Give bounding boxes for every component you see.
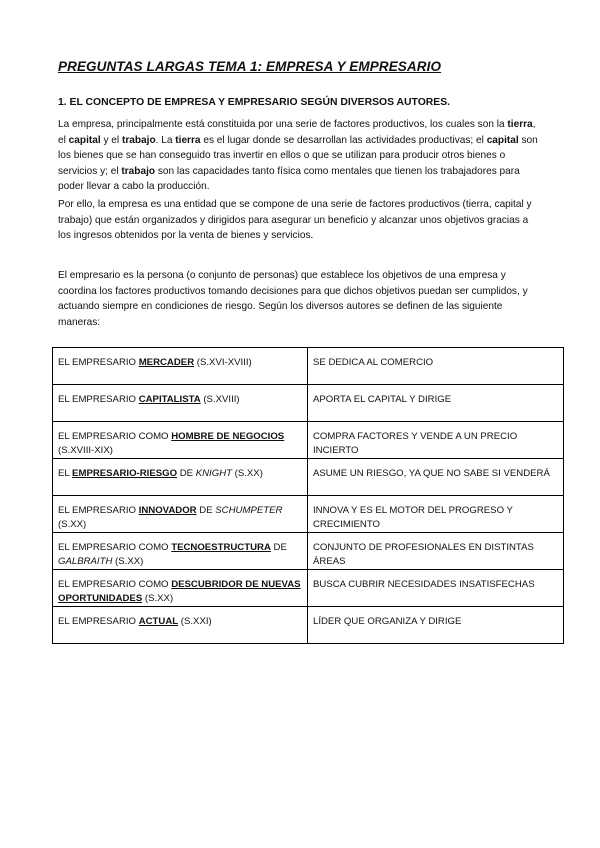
cell-text: EL EMPRESARIO bbox=[58, 505, 139, 516]
paragraph-factores-productivos bbox=[58, 117, 542, 195]
table-cell-type bbox=[53, 459, 308, 496]
cell-keyword: MERCADER bbox=[138, 357, 195, 368]
cell-text: (S.XVIII-XIX) bbox=[58, 445, 113, 456]
bold-term: capital bbox=[68, 134, 101, 146]
bold-term: trabajo bbox=[121, 134, 156, 146]
section-heading: 1. EL CONCEPTO DE EMPRESA Y EMPRESARIO SEGÚN DIVERSOS AUTORES. bbox=[58, 97, 451, 108]
cell-keyword: DESCUBRIDOR DE NUEVAS OPORTUNIDADES bbox=[58, 579, 301, 604]
table-cell-definition: APORTA EL CAPITAL Y DIRIGE bbox=[308, 385, 564, 422]
bold-term: tierra bbox=[175, 134, 201, 146]
table-cell-definition: CONJUNTO DE PROFESIONALES EN DISTINTAS ÁREAS bbox=[308, 533, 564, 570]
empresario-types-table bbox=[52, 347, 564, 644]
table-cell-definition: ASUME UN RIESGO, YA QUE NO SABE SI VENDERÁ bbox=[308, 459, 564, 496]
paragraph-text: son las capacidades tanto física como mentales que tienen los trabajadores para poder llevar a cabo la producción. bbox=[58, 165, 520, 193]
cell-text: EL EMPRESARIO COMO bbox=[58, 542, 172, 553]
cell-text: (S.XX) bbox=[112, 556, 144, 567]
paragraph-text: . La bbox=[155, 134, 176, 146]
table-row bbox=[53, 607, 564, 644]
table-cell-definition: SE DEDICA AL COMERCIO bbox=[308, 348, 564, 385]
paragraph-text: y el bbox=[100, 134, 122, 146]
table-cell-type bbox=[53, 607, 308, 644]
cell-keyword: INNOVADOR bbox=[138, 505, 197, 516]
bold-term: capital bbox=[486, 134, 519, 146]
cell-text: EL EMPRESARIO bbox=[58, 394, 139, 405]
table-cell-type bbox=[53, 385, 308, 422]
cell-text: (S.XXI) bbox=[178, 616, 212, 627]
cell-author: GALBRAITH bbox=[58, 556, 113, 567]
table-cell-type bbox=[53, 422, 308, 459]
bold-term: tierra bbox=[507, 119, 533, 130]
cell-text: DE bbox=[177, 468, 196, 479]
table-row bbox=[53, 570, 564, 607]
table-cell-definition: BUSCA CUBRIR NECESIDADES INSATISFECHAS bbox=[308, 570, 564, 607]
table-cell-type bbox=[53, 533, 308, 570]
cell-keyword: TECNOESTRUCTURA bbox=[171, 542, 271, 553]
cell-text: EL EMPRESARIO COMO bbox=[58, 579, 172, 590]
cell-keyword: ACTUAL bbox=[138, 616, 179, 627]
cell-keyword: EMPRESARIO-RIESGO bbox=[72, 468, 178, 479]
cell-text: (S.XX) bbox=[58, 519, 87, 530]
table-cell-type bbox=[53, 496, 308, 533]
table-row bbox=[53, 422, 564, 459]
cell-text: DE bbox=[196, 505, 216, 516]
cell-author: SCHUMPETER bbox=[215, 505, 283, 516]
cell-text: (S.XX) bbox=[142, 593, 174, 604]
table-row bbox=[53, 348, 564, 385]
table-cell-definition: LÍDER QUE ORGANIZA Y DIRIGE bbox=[308, 607, 564, 644]
paragraph-empresario-definicion: El empresario es la persona (o conjunto de personas) que establece los objetivos de una empresa y coordina los factores productivos tomando decisiones para que dichos objetivos puedan ser cumplidos, y actuando siempre en condiciones de riesgo. Según los diversos autores se definen de las siguiente maneras: bbox=[58, 270, 528, 328]
table-cell-type bbox=[53, 348, 308, 385]
cell-text: EL EMPRESARIO bbox=[58, 357, 139, 368]
table-cell-type bbox=[53, 570, 308, 607]
cell-text: (S.XVIII) bbox=[200, 394, 240, 405]
table-row bbox=[53, 459, 564, 496]
paragraph-text: es el lugar donde se desarrollan las actividades productivas; el bbox=[200, 134, 487, 146]
table-row bbox=[53, 496, 564, 533]
paragraph-text: La empresa, principalmente está constituida por una serie de factores productivos, los cuales son la bbox=[58, 119, 508, 130]
cell-keyword: HOMBRE DE NEGOCIOS bbox=[171, 431, 285, 442]
table-cell-definition: COMPRA FACTORES Y VENDE A UN PRECIO INCIERTO bbox=[308, 422, 564, 459]
cell-text: EL EMPRESARIO bbox=[58, 616, 139, 627]
cell-text: EL EMPRESARIO COMO bbox=[58, 431, 172, 442]
paragraph-text: , el bbox=[58, 119, 536, 146]
paragraph-text: son los bienes que se han conseguido tras invertir en ellos o que se utilizan para producir otros bienes o servicios y; el bbox=[58, 134, 538, 177]
cell-text: (S.XX) bbox=[231, 468, 263, 479]
document-title: PREGUNTAS LARGAS TEMA 1: EMPRESA Y EMPRESARIO bbox=[58, 59, 442, 74]
cell-text: (S.XVI-XVIII) bbox=[194, 357, 252, 368]
cell-text: DE bbox=[270, 542, 287, 553]
cell-keyword: CAPITALISTA bbox=[138, 394, 201, 405]
table-row bbox=[53, 533, 564, 570]
cell-author: KNIGHT bbox=[195, 468, 232, 479]
table-cell-definition: INNOVA Y ES EL MOTOR DEL PROGRESO Y CRECIMIENTO bbox=[308, 496, 564, 533]
bold-term: trabajo bbox=[121, 165, 156, 177]
table-row bbox=[53, 385, 564, 422]
paragraph-empresa-definicion: Por ello, la empresa es una entidad que se compone de una serie de factores productivos (tierra, capital y trabajo) que están organizados y dirigidos para asegurar un beneficio y alcanzar unos objetivos gracias a los ingresos obtenidos por la venta de bienes y servicios. bbox=[58, 199, 532, 242]
cell-text: EL bbox=[58, 468, 73, 479]
